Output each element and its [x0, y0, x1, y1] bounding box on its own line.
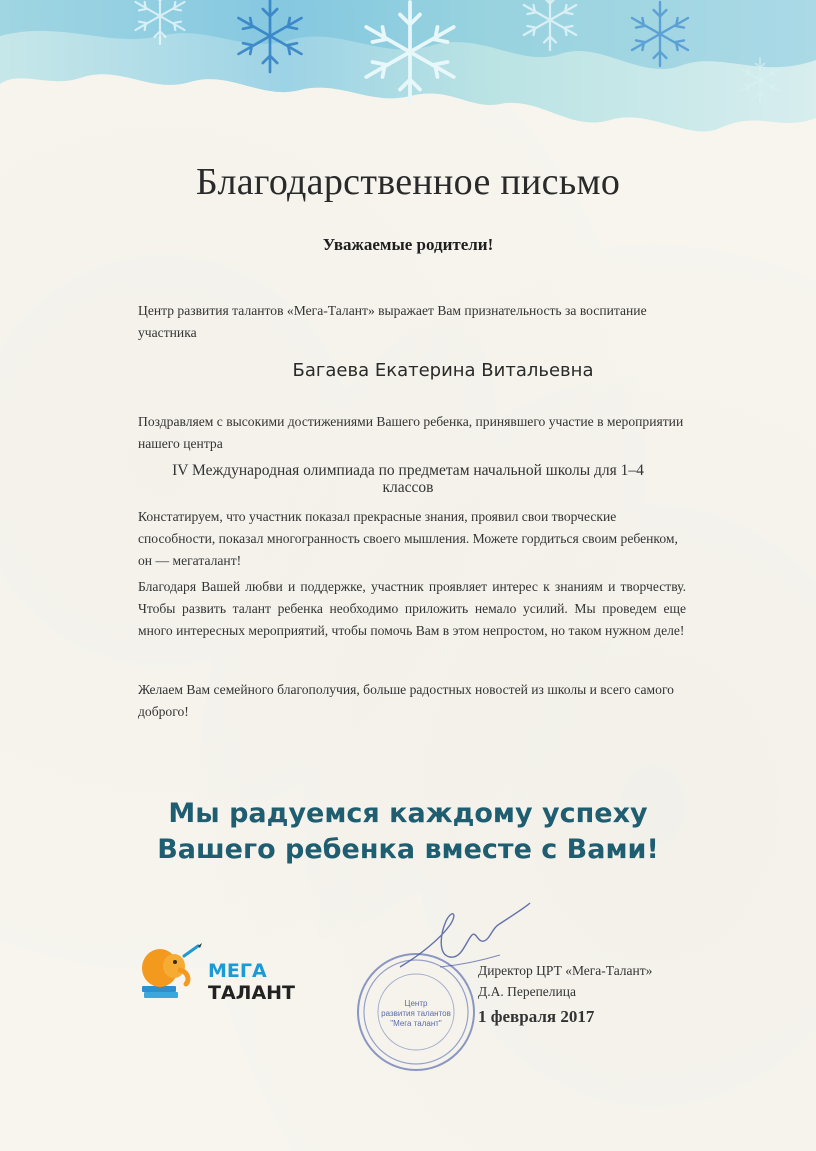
slogan-line1: Мы радуемся каждому успеху [168, 798, 648, 829]
logo-line2: ТАЛАНТ [208, 982, 296, 1004]
winter-frost-header [0, 0, 816, 170]
letter-title: Благодарственное письмо [195, 161, 621, 203]
slogan [0, 796, 816, 868]
stamp-line2: развития талантов [381, 1009, 451, 1018]
signer-name: Д.А. Перепелица [478, 984, 576, 999]
stamp-line1: Центр [404, 999, 428, 1008]
event-name-line2: классов [382, 479, 434, 496]
slogan-line2: Вашего ребенка вместе с Вами! [157, 834, 659, 865]
event-name-line1: IV Международная олимпиада по предметам начальной школы для 1–4 [172, 462, 644, 479]
letter-date: 1 февраля 2017 [478, 1007, 595, 1026]
signer-title: Директор ЦРТ «Мега-Талант» [478, 963, 653, 978]
wishes-paragraph: Желаем Вам семейного благополучия, больше радостных новостей из школы и всего самого доброго! [138, 682, 674, 719]
support-paragraph: Благодаря Вашей любви и поддержке, участник проявляет интерес к знаниям и творчеству. Чтобы развить талант ребенка необходимо приложить немало усилий. Мы проведем еще много интересных мероприятий, чтобы помочь Вам в этом непростом, но таком нужном деле! [138, 579, 686, 638]
event-name [120, 462, 696, 496]
greeting: Уважаемые родители! [322, 235, 494, 254]
congrats-paragraph: Поздравляем с высокими достижениями Вашего ребенка, принявшего участие в мероприятии нашего центра [138, 414, 684, 451]
stamp-line3: "Мега талант" [390, 1019, 442, 1028]
logo-line1: МЕГА [208, 960, 267, 982]
signature-block [478, 960, 652, 1027]
logo-text [208, 960, 295, 1004]
participant-name: Багаева Екатерина Витальевна [292, 360, 594, 381]
achievement-paragraph: Констатируем, что участник показал прекрасные знания, проявил свои творческие способности, показал многогранность своего мышления. Можете гордиться своим ребенком, он — мегаталант! [138, 509, 678, 568]
intro-paragraph: Центр развития талантов «Мега-Талант» выражает Вам признательность за воспитание участника [138, 303, 647, 340]
